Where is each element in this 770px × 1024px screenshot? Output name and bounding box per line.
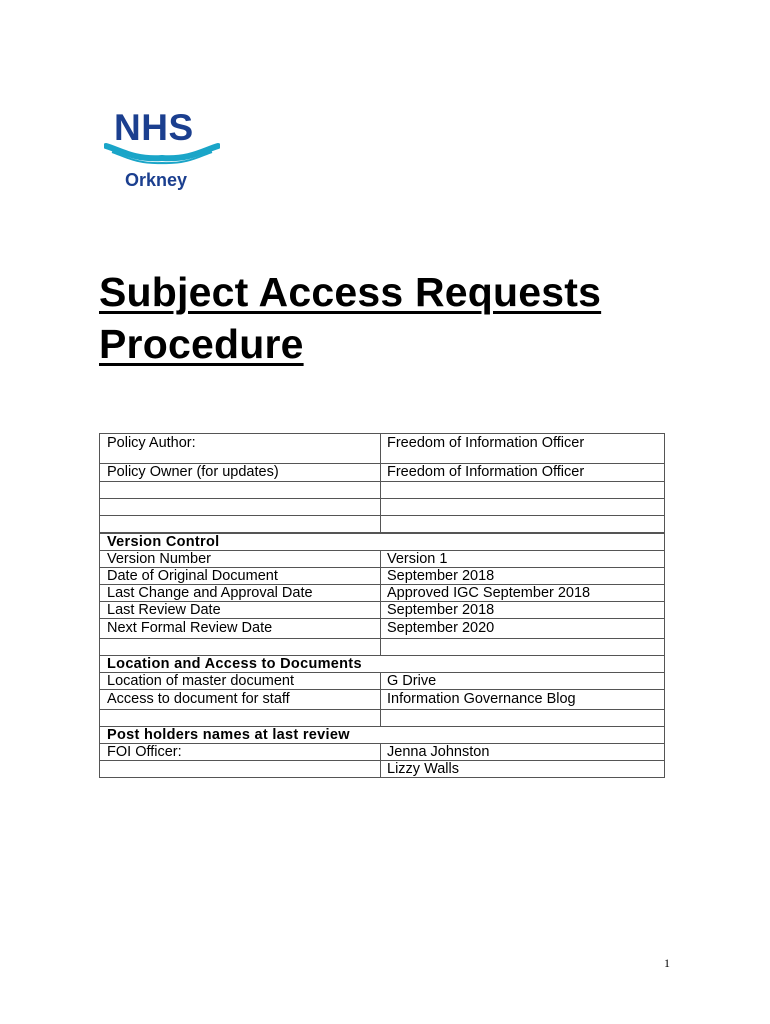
document-title	[99, 266, 601, 370]
title-line-2: Procedure	[99, 321, 304, 367]
table-row-empty	[99, 638, 665, 656]
logo-brand-text: NHS	[114, 108, 194, 148]
original-date-label: Date of Original Document	[107, 568, 278, 584]
policy-owner-value: Freedom of Information Officer	[387, 464, 585, 480]
version-number-value: Version 1	[387, 551, 448, 567]
location-heading-row	[99, 655, 665, 673]
original-date-value: September 2018	[387, 568, 495, 584]
table-row	[99, 743, 665, 761]
last-change-label: Last Change and Approval Date	[107, 585, 313, 601]
foi-officer-name-2: Lizzy Walls	[387, 761, 459, 777]
table-row	[99, 689, 665, 710]
policy-owner-label: Policy Owner (for updates)	[107, 464, 279, 480]
location-heading: Location and Access to Documents	[107, 656, 362, 672]
version-number-label: Version Number	[107, 551, 211, 567]
next-review-value: September 2020	[387, 620, 495, 636]
title-line-1: Subject Access Requests	[99, 269, 602, 315]
post-holders-heading: Post holders names at last review	[107, 727, 350, 743]
master-location-label: Location of master document	[107, 673, 294, 689]
table-row	[99, 433, 665, 464]
table-row-empty	[99, 498, 665, 516]
version-control-heading-row	[99, 533, 665, 551]
staff-access-value: Information Governance Blog	[387, 691, 576, 707]
table-row-empty	[99, 515, 665, 533]
table-row-empty	[99, 481, 665, 499]
foi-officer-label: FOI Officer:	[107, 744, 182, 760]
staff-access-label: Access to document for staff	[107, 691, 290, 707]
table-row	[99, 567, 665, 585]
table-row	[99, 601, 665, 619]
table-row	[99, 672, 665, 690]
foi-officer-name-1: Jenna Johnston	[387, 744, 490, 760]
table-row	[99, 463, 665, 482]
nhs-orkney-logo	[104, 108, 220, 192]
post-holders-heading-row	[99, 726, 665, 744]
last-change-value: Approved IGC September 2018	[387, 585, 591, 601]
policy-author-label: Policy Author:	[107, 435, 196, 451]
master-location-value: G Drive	[387, 673, 437, 689]
page-number: 1	[664, 956, 670, 970]
logo-region-text: Orkney	[125, 170, 188, 190]
table-row	[99, 760, 665, 778]
last-review-value: September 2018	[387, 602, 495, 618]
table-row	[99, 550, 665, 568]
last-review-label: Last Review Date	[107, 602, 221, 618]
table-row	[99, 584, 665, 602]
version-control-heading: Version Control	[107, 534, 220, 550]
table-row-empty	[99, 709, 665, 727]
table-row	[99, 618, 665, 639]
policy-author-value: Freedom of Information Officer	[387, 435, 585, 451]
next-review-label: Next Formal Review Date	[107, 620, 273, 636]
